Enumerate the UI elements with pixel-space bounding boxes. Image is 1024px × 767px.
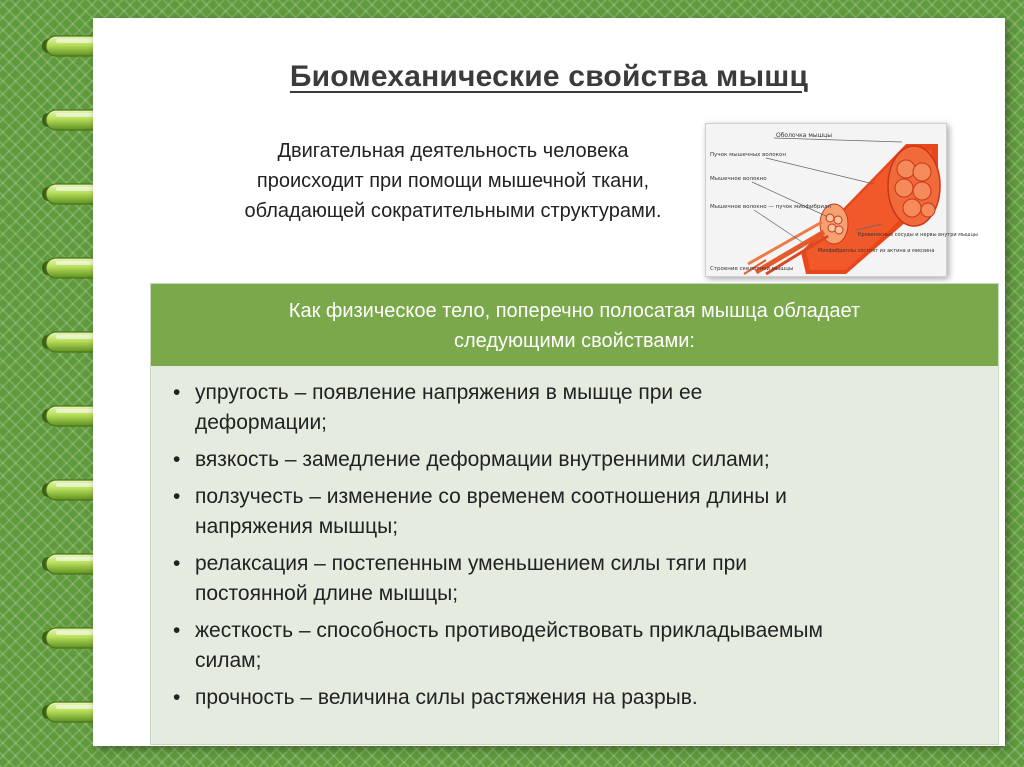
label-bundle: Пучок мышечных волокон	[710, 152, 786, 158]
label-vessels: Кровеносные сосуды и нервы внутри мышцы	[858, 232, 978, 238]
list-item-line: • прочность – величина силы растяжения на разрыв.	[195, 686, 698, 709]
panel-heading-line: Как физическое тело, поперечно полосатая мышца обладает	[288, 300, 861, 322]
intro-line: обладающей сократительными структурами.	[244, 200, 662, 222]
list-item-line: деформации;	[195, 411, 328, 434]
list-item-line: • релаксация – постепенным уменьшением силы тяги при	[195, 552, 748, 575]
list-item	[171, 378, 970, 438]
slide-page	[93, 18, 1005, 746]
properties-list	[151, 366, 998, 713]
list-item-line: силам;	[195, 649, 262, 672]
slide-title: Биомеханические свойства мышц	[289, 60, 809, 93]
list-item	[171, 683, 970, 713]
list-item	[171, 445, 970, 475]
list-item	[171, 482, 970, 542]
list-item	[171, 549, 970, 609]
muscle-diagram-illustration	[706, 124, 978, 276]
label-fiber: Мышечное волокно	[710, 176, 767, 182]
panel-heading-line: следующими свойствами:	[454, 330, 695, 352]
label-myofibrils: Миофибриллы состоят из актина и миозина	[818, 248, 935, 254]
list-item-line: • упругость – появление напряжения в мышце при ее	[195, 381, 703, 404]
list-item-line: напряжения мышцы;	[195, 515, 399, 538]
muscle-structure-image	[705, 123, 978, 277]
label-sheath: Оболочка мышцы	[776, 132, 832, 139]
intro-line: Двигательная деятельность человека	[277, 140, 629, 162]
list-item	[171, 616, 970, 676]
figure-caption: Строение скелетной мышцы	[710, 266, 794, 272]
intro-text	[203, 136, 703, 226]
properties-panel	[150, 283, 999, 745]
panel-heading	[151, 284, 998, 366]
list-item-line: • ползучесть – изменение со временем соотношения длины и	[195, 485, 787, 508]
label-fibril: Мышечное волокно — пучок миофибрилл	[710, 204, 832, 210]
intro-line: происходит при помощи мышечной ткани,	[256, 170, 650, 192]
list-item-line: постоянной длине мышцы;	[195, 582, 459, 605]
list-item-line: • жесткость – способность противодействовать прикладываемым	[195, 619, 823, 642]
list-item-line: • вязкость – замедление деформации внутренними силами;	[195, 448, 770, 471]
